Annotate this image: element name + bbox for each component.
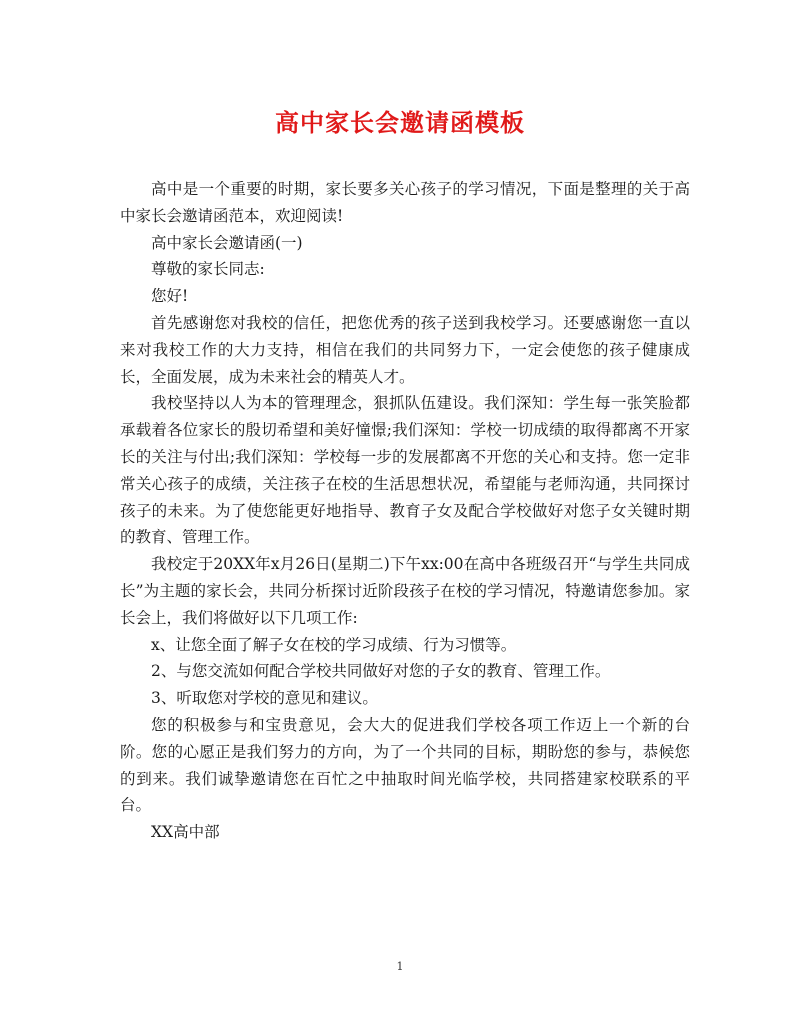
- document-body: [120, 176, 690, 846]
- paragraph-signature: XX高中部: [151, 823, 220, 842]
- paragraph-philosophy: 我校坚持以人为本的管理理念，狠抓队伍建设。我们深知：学生每一张笑脸都承载着各位家长的殷切希望和美好憧憬;我们深知：学校一切成绩的取得都离不开家长的关注与付出;我们深知：学校每一步的发展都离不开您的关心和支持。您一定非常关心孩子的成绩，关注孩子在校的生活思想状况，希望能与老师沟通，共同探讨孩子的未来。为了使您能更好地指导、教育子女及配合学校做好对您子女关键时期的教育、管理工作。: [120, 394, 690, 547]
- list-item-2: 2、与您交流如何配合学校共同做好对您的子女的教育、管理工作。: [151, 662, 611, 681]
- paragraph-thanks: 首先感谢您对我校的信任，把您优秀的孩子送到我校学习。还要感谢您一直以来对我校工作的大力支持，相信在我们的共同努力下，一定会使您的孩子健康成长，全面发展，成为未来社会的精英人才。: [120, 313, 690, 386]
- document-title: 高中家长会邀请函模板: [275, 108, 525, 137]
- paragraph-greeting: 您好!: [151, 287, 189, 306]
- list-item-1: x、让您全面了解子女在校的学习成绩、行为习惯等。: [151, 635, 517, 654]
- page-number: 1: [396, 960, 404, 973]
- paragraph-salutation: 尊敬的家长同志:: [151, 260, 265, 279]
- paragraph-closing: 您的积极参与和宝贵意见，会大大的促进我们学校各项工作迈上一个新的台阶。您的心愿正是我们努力的方向，为了一个共同的目标，期盼您的参与，恭候您的到来。我们诚挚邀请您在百忙之中抽取时间光临学校，共同搭建家校联系的平台。: [120, 715, 690, 815]
- list-item-3: 3、听取您对学校的意见和建议。: [151, 689, 378, 708]
- paragraph-letter-heading: 高中家长会邀请函(一): [151, 233, 303, 252]
- paragraph-meeting-notice: 我校定于20XX年x月26日(星期二)下午xx:00在高中各班级召开“与学生共同成长”为主题的家长会，共同分析探讨近阶段孩子在校的学习情况，特邀请您参加。家长会上，我们将做好以下几项工作:: [120, 555, 690, 627]
- paragraph-intro: 高中是一个重要的时期，家长要多关心孩子的学习情况，下面是整理的关于高中家长会邀请函范本，欢迎阅读!: [120, 180, 690, 225]
